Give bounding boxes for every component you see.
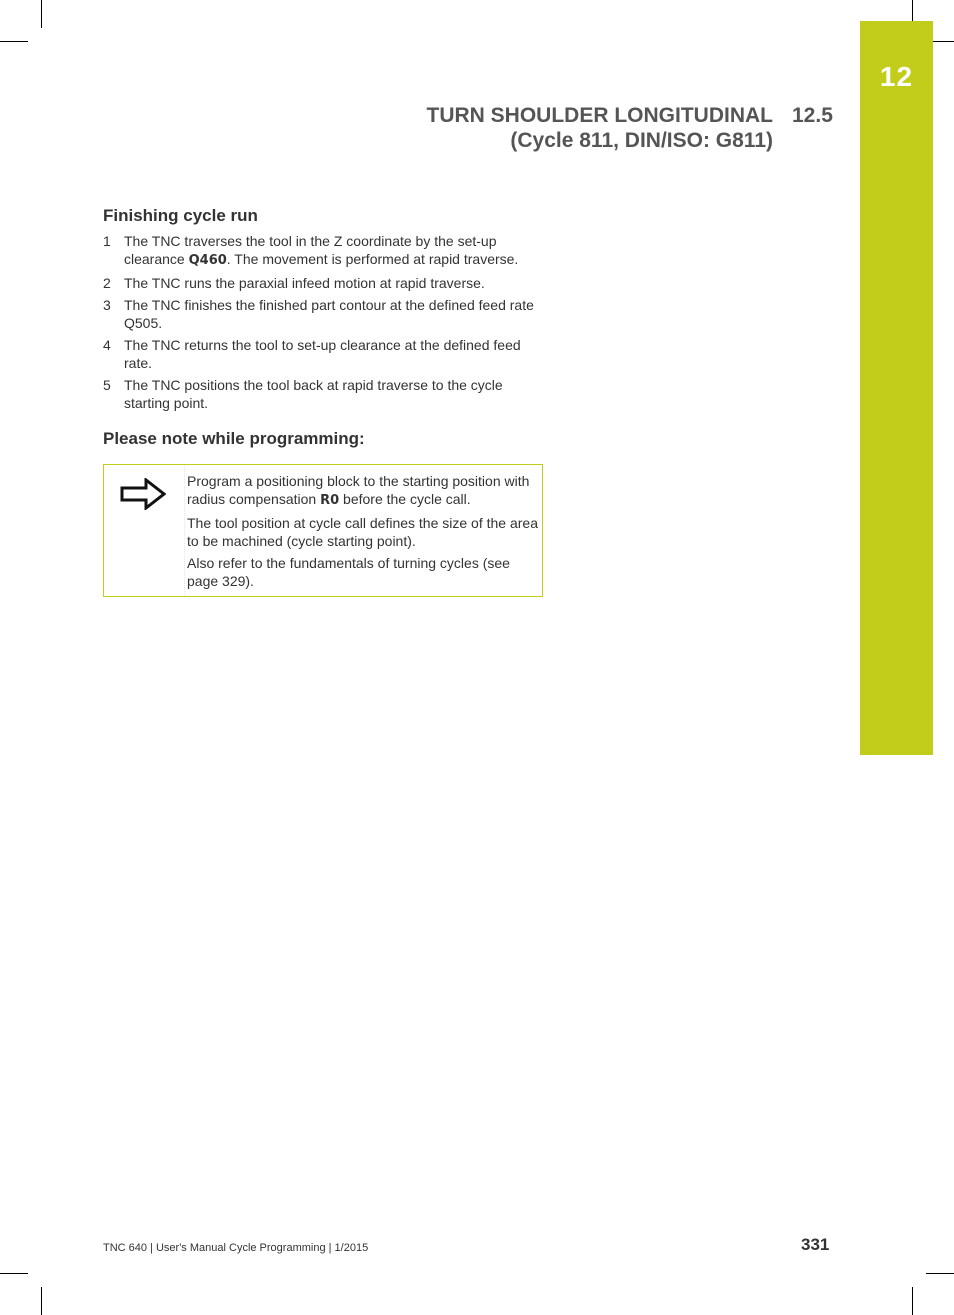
step-number: 2 bbox=[103, 275, 111, 291]
parameter-q460: Q460 bbox=[188, 253, 227, 268]
note-paragraph: The tool position at cycle call defines the size of the area to be machined (cycle starting point). bbox=[187, 515, 538, 549]
list-item bbox=[103, 232, 543, 270]
parameter-r0: R0 bbox=[320, 493, 340, 508]
note-text bbox=[187, 472, 539, 594]
step-text: The TNC returns the tool to set-up clearance at the defined feed rate. bbox=[124, 337, 521, 371]
note-divider bbox=[184, 465, 185, 596]
list-item bbox=[103, 336, 543, 372]
note-heading: Please note while programming: bbox=[103, 429, 365, 448]
note-text-run: before the cycle call. bbox=[339, 491, 471, 507]
step-number: 1 bbox=[103, 233, 111, 249]
step-number: 3 bbox=[103, 297, 111, 313]
footer-text: TNC 640 | User's Manual Cycle Programming | 1/2015 bbox=[103, 1242, 369, 1254]
step-number: 4 bbox=[103, 337, 111, 353]
step-text: The TNC positions the tool back at rapid traverse to the cycle starting point. bbox=[124, 377, 503, 411]
crop-mark bbox=[0, 1273, 28, 1274]
crop-mark bbox=[912, 1287, 913, 1315]
arrow-right-icon bbox=[120, 478, 166, 510]
section-number: 12.5 bbox=[792, 104, 833, 127]
step-text: The TNC runs the paraxial infeed motion at rapid traverse. bbox=[124, 275, 485, 291]
crop-mark bbox=[41, 1287, 42, 1315]
note-box bbox=[103, 464, 543, 597]
list-item bbox=[103, 296, 543, 332]
list-item bbox=[103, 376, 543, 412]
chapter-tab bbox=[860, 21, 933, 755]
crop-mark bbox=[0, 41, 28, 42]
note-paragraph bbox=[187, 472, 539, 510]
step-text: . The movement is performed at rapid traverse. bbox=[226, 251, 519, 267]
list-item bbox=[103, 274, 543, 292]
step-number: 5 bbox=[103, 377, 111, 393]
page-title-line2: (Cycle 811, DIN/ISO: G811) bbox=[510, 129, 773, 152]
chapter-number: 12 bbox=[879, 61, 914, 92]
step-text: The TNC traverses the tool in the Z coordinate by the set-up clearance bbox=[124, 233, 497, 267]
crop-mark bbox=[926, 1273, 954, 1274]
finishing-heading: Finishing cycle run bbox=[103, 206, 258, 225]
finishing-steps-list bbox=[103, 232, 543, 416]
page-title-line1: TURN SHOULDER LONGITUDINAL bbox=[426, 104, 773, 127]
note-text-run: Program a positioning block to the starting position with radius compensation bbox=[187, 473, 530, 507]
step-text: The TNC finishes the finished part contour at the defined feed rate Q505. bbox=[124, 297, 534, 331]
page-title bbox=[427, 103, 773, 153]
crop-mark bbox=[41, 0, 42, 28]
note-paragraph: Also refer to the fundamentals of turning cycles (see page 329). bbox=[187, 555, 510, 589]
page-number: 331 bbox=[801, 1235, 830, 1254]
